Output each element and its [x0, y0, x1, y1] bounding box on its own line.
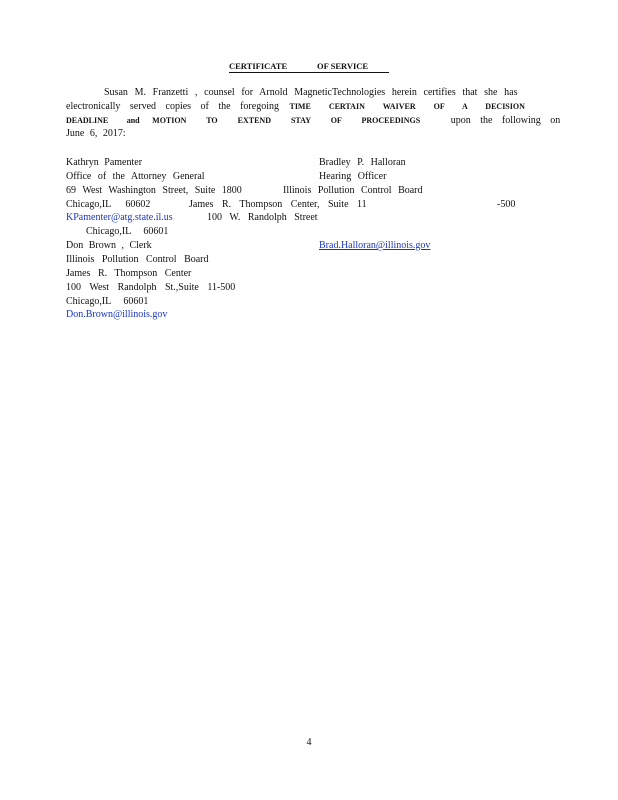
page-number: 4	[306, 737, 312, 748]
halloran-building: James R. Thompson Center, Suite 11	[189, 199, 367, 210]
page-title	[229, 60, 389, 73]
paragraph-line-1: Susan M. Franzetti , counsel for Arnold MagneticTechnologies herein certifies that she has	[104, 87, 518, 98]
pamenter-name: Kathryn Pamenter	[66, 157, 143, 168]
brown-email-link[interactable]: Don.Brown@illinois.gov	[66, 309, 168, 320]
paragraph-line-2	[66, 101, 550, 113]
pamenter-street: 69 West Washington Street, Suite 1800	[66, 185, 242, 196]
halloran-suite-tail: -500	[497, 199, 516, 210]
brown-name: Don Brown , Clerk	[66, 240, 152, 251]
title-word-certificate: CERTIFICATE	[229, 61, 288, 71]
document-title-and: and	[126, 116, 140, 125]
document-title-part-2: DEADLINE	[66, 116, 109, 125]
document-title-part-3: MOTION TO EXTEND STAY OF PROCEEDINGS	[152, 116, 421, 125]
pamenter-email-link[interactable]: KPamenter@atg.state.il.us	[66, 212, 173, 223]
document-title-part-1: TIME CERTAIN WAIVER OF A DECISION	[289, 102, 525, 111]
paragraph-line-3-tail: upon the following on	[450, 115, 561, 126]
title-word-of-service: OF SERVICE	[317, 61, 369, 71]
paragraph-line-3	[66, 115, 561, 127]
paragraph-line-2-text: electronically served copies of the foregoing	[66, 101, 279, 112]
brown-city: Chicago,IL 60601	[66, 296, 149, 307]
halloran-title: Hearing Officer	[319, 171, 387, 182]
halloran-name: Bradley P. Halloran	[319, 157, 406, 168]
brown-building: James R. Thompson Center	[66, 268, 192, 279]
brown-street: 100 West Randolph St.,Suite 11-500	[66, 282, 236, 293]
halloran-org: Illinois Pollution Control Board	[283, 185, 423, 196]
halloran-street: 100 W. Randolph Street	[207, 212, 318, 223]
paragraph-line-4: June 6, 2017:	[66, 128, 126, 139]
halloran-city: Chicago,IL 60601	[86, 226, 169, 237]
pamenter-city: Chicago,IL 60602	[66, 199, 151, 210]
pamenter-office: Office of the Attorney General	[66, 171, 205, 182]
brown-org: Illinois Pollution Control Board	[66, 254, 209, 265]
halloran-email-link[interactable]: Brad.Halloran@illinois.gov	[319, 240, 431, 251]
